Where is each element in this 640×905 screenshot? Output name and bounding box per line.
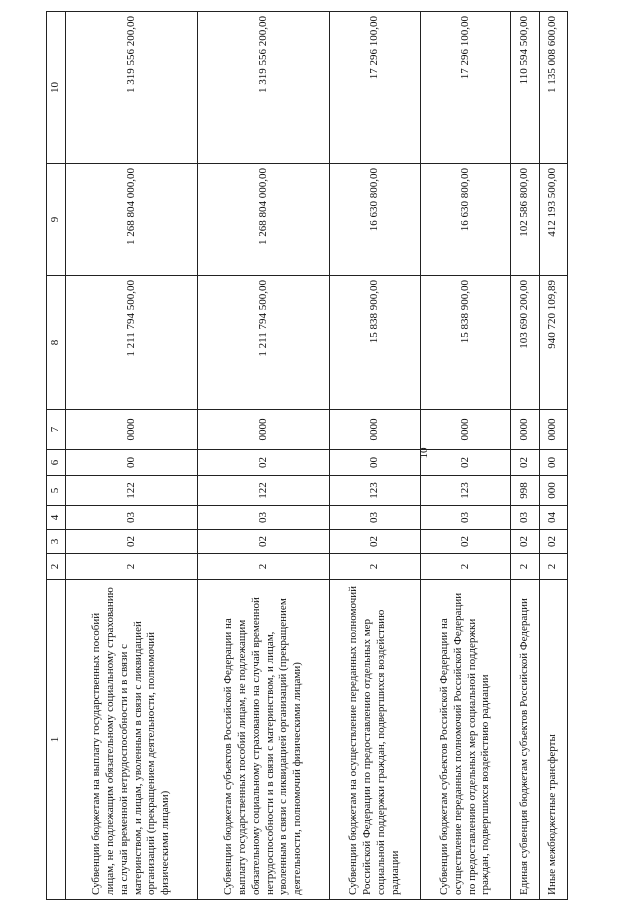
budget-table xyxy=(46,11,568,900)
code-cell: 00 xyxy=(66,450,198,476)
code-cell: 02 xyxy=(330,530,421,554)
code-cell: 02 xyxy=(198,530,330,554)
amount-cell: 103 690 200,00 xyxy=(511,276,539,410)
row-name: Субвенции бюджетам субъектов Российской Федерации на осуществление переданных полномочий Российской Федерации по предоставлению отдельных мер социальной поддержки граждан, подвергшихся воздействию радиации xyxy=(420,580,511,900)
amount-cell: 102 586 800,00 xyxy=(511,164,539,276)
column-header: 3 xyxy=(47,530,66,554)
column-header: 2 xyxy=(47,554,66,580)
amount-cell: 15 838 900,00 xyxy=(330,276,421,410)
code-cell: 0000 xyxy=(198,410,330,450)
code-cell: 2 xyxy=(198,554,330,580)
code-cell: 0000 xyxy=(66,410,198,450)
code-cell: 0000 xyxy=(420,410,511,450)
rotated-table-wrapper xyxy=(46,12,568,900)
code-cell: 03 xyxy=(66,506,198,530)
row-name: Иные межбюджетные трансферты xyxy=(539,580,567,900)
code-cell: 2 xyxy=(420,554,511,580)
code-cell: 998 xyxy=(511,476,539,506)
code-cell: 03 xyxy=(511,506,539,530)
column-header: 1 xyxy=(47,580,66,900)
row-name: Субвенции бюджетам на выплату государственных пособий лицам, не подлежащим обязательному социальному страхованию на случай временной нетрудоспособности и в связи с материнством, и лицам, уволенным в связи с ликвидацией организаций (прекращением деятельности, полномочий физическими лицами) xyxy=(66,580,198,900)
row-name: Субвенции бюджетам субъектов Российской Федерации на выплату государственных пособий лицам, не подлежащим обязательному социальному страхованию на случай временной нетрудоспособности и в связи с материнством, и лицам, уволенным в связи с ликвидацией организаций (прекращением деятельности, полномочий физическими лицами) xyxy=(198,580,330,900)
code-cell: 000 xyxy=(539,476,567,506)
column-header: 4 xyxy=(47,506,66,530)
amount-cell: 110 594 500,00 xyxy=(511,12,539,164)
table-row xyxy=(330,12,421,900)
amount-cell: 412 193 500,00 xyxy=(539,164,567,276)
amount-cell: 1 319 556 200,00 xyxy=(198,12,330,164)
code-cell: 03 xyxy=(330,506,421,530)
code-cell: 02 xyxy=(539,530,567,554)
code-cell: 2 xyxy=(66,554,198,580)
amount-cell: 1 268 804 000,00 xyxy=(198,164,330,276)
code-cell: 02 xyxy=(198,450,330,476)
amount-cell: 16 630 800,00 xyxy=(330,164,421,276)
page-number: 10 xyxy=(418,447,430,459)
code-cell: 0000 xyxy=(330,410,421,450)
header-row xyxy=(47,12,66,900)
column-header: 7 xyxy=(47,410,66,450)
amount-cell: 1 135 008 600,00 xyxy=(539,12,567,164)
table-row xyxy=(66,12,198,900)
table-row xyxy=(539,12,567,900)
code-cell: 02 xyxy=(66,530,198,554)
amount-cell: 16 630 800,00 xyxy=(420,164,511,276)
row-name: Субвенции бюджетам на осуществление переданных полномочий Российской Федерации по предоставлению отдельных мер социальной поддержки граждан, подвергшихся воздействию радиации xyxy=(330,580,421,900)
code-cell: 123 xyxy=(330,476,421,506)
code-cell: 2 xyxy=(539,554,567,580)
code-cell: 03 xyxy=(420,506,511,530)
code-cell: 02 xyxy=(420,450,511,476)
table-row xyxy=(198,12,330,900)
code-cell: 122 xyxy=(66,476,198,506)
amount-cell: 940 720 109,89 xyxy=(539,276,567,410)
column-header: 6 xyxy=(47,450,66,476)
amount-cell: 17 296 100,00 xyxy=(420,12,511,164)
code-cell: 02 xyxy=(511,450,539,476)
table-row xyxy=(511,12,539,900)
code-cell: 0000 xyxy=(511,410,539,450)
code-cell: 00 xyxy=(330,450,421,476)
column-header: 9 xyxy=(47,164,66,276)
amount-cell: 1 268 804 000,00 xyxy=(66,164,198,276)
amount-cell: 17 296 100,00 xyxy=(330,12,421,164)
code-cell: 2 xyxy=(330,554,421,580)
code-cell: 04 xyxy=(539,506,567,530)
code-cell: 03 xyxy=(198,506,330,530)
column-header: 10 xyxy=(47,12,66,164)
column-header: 8 xyxy=(47,276,66,410)
code-cell: 123 xyxy=(420,476,511,506)
code-cell: 02 xyxy=(420,530,511,554)
code-cell: 2 xyxy=(511,554,539,580)
code-cell: 122 xyxy=(198,476,330,506)
row-name: Единая субвенция бюджетам субъектов Российской Федерации xyxy=(511,580,539,900)
amount-cell: 15 838 900,00 xyxy=(420,276,511,410)
column-header: 5 xyxy=(47,476,66,506)
amount-cell: 1 211 794 500,00 xyxy=(66,276,198,410)
code-cell: 00 xyxy=(539,450,567,476)
amount-cell: 1 211 794 500,00 xyxy=(198,276,330,410)
code-cell: 0000 xyxy=(539,410,567,450)
table-row xyxy=(420,12,511,900)
code-cell: 02 xyxy=(511,530,539,554)
amount-cell: 1 319 556 200,00 xyxy=(66,12,198,164)
